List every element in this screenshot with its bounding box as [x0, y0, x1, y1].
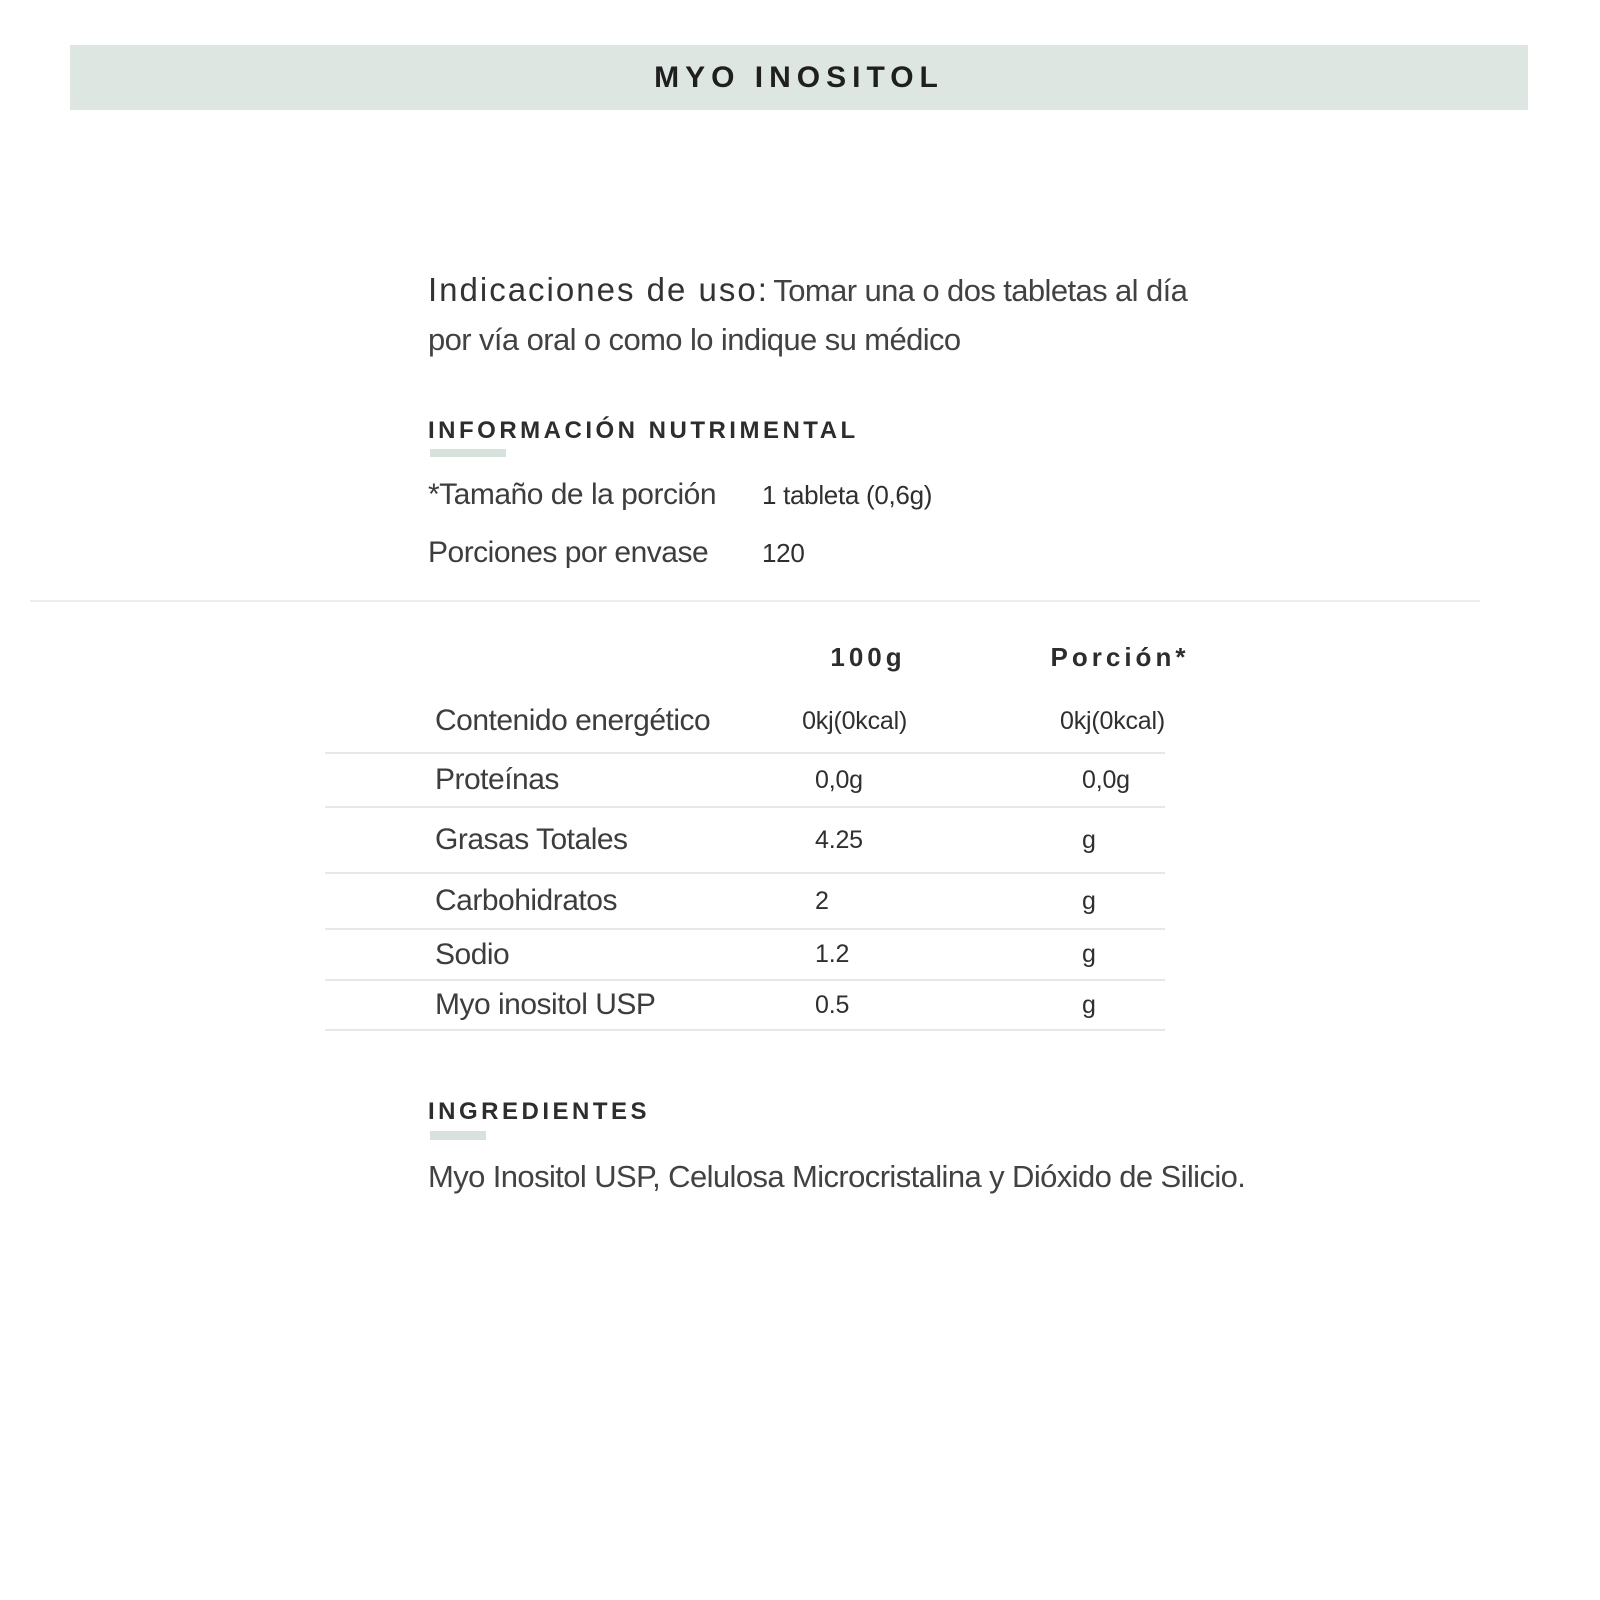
- row-label: Sodio: [435, 937, 510, 971]
- section-divider: [30, 600, 1480, 602]
- row-value-100g: 0,0g: [815, 765, 863, 794]
- servings-per-container-value: 120: [762, 538, 805, 568]
- row-value-100g: 2: [815, 886, 829, 915]
- nutrition-section-title: INFORMACIÓN NUTRIMENTAL: [428, 417, 859, 444]
- row-value-100g: 0.5: [815, 990, 850, 1019]
- row-label: Myo inositol USP: [435, 988, 656, 1021]
- table-row: [325, 981, 1165, 1031]
- table-row: [325, 874, 1165, 930]
- ingredients-section-title: INGREDIENTES: [428, 1098, 651, 1125]
- row-label: Carbohidratos: [435, 884, 617, 917]
- nutrition-table: [325, 690, 1165, 1031]
- table-row: [325, 808, 1165, 874]
- table-row: [325, 930, 1165, 981]
- nutrition-title-underline: [430, 449, 506, 457]
- table-row: [325, 690, 1165, 754]
- row-label: Grasas Totales: [435, 823, 628, 856]
- row-value-portion: 0kj(0kcal): [1060, 706, 1165, 735]
- product-title: MYO INOSITOL: [654, 60, 944, 94]
- row-value-portion: g: [1082, 825, 1096, 854]
- servings-per-container-row: [428, 536, 804, 570]
- ingredients-text: Myo Inositol USP, Celulosa Microcristalina y Dióxido de Silicio.: [428, 1159, 1246, 1194]
- ingredients-title-underline: [430, 1131, 486, 1140]
- product-title-banner: [70, 45, 1528, 110]
- row-value-portion: g: [1082, 886, 1096, 915]
- row-value-100g: 0kj(0kcal): [802, 706, 908, 735]
- row-label: Contenido energético: [435, 704, 711, 737]
- serving-size-row: [428, 478, 932, 512]
- serving-size-value: 1 tableta (0,6g): [762, 480, 933, 510]
- column-header-portion: Porción*: [1050, 642, 1190, 672]
- indications-text: Tomar una o dos tabletas al día por vía oral o como lo indique su médico: [428, 273, 1188, 357]
- column-header-100g: 100g: [830, 642, 906, 672]
- indications-label: Indicaciones de uso:: [428, 271, 769, 308]
- serving-size-label: *Tamaño de la porción: [428, 478, 717, 511]
- row-value-portion: g: [1082, 940, 1096, 968]
- row-label: Proteínas: [435, 763, 559, 796]
- indications-paragraph: [428, 268, 1218, 367]
- row-value-100g: 1.2: [815, 940, 850, 968]
- row-value-portion: g: [1082, 990, 1096, 1019]
- row-value-portion: 0,0g: [1082, 765, 1130, 794]
- row-value-100g: 4.25: [815, 825, 863, 854]
- table-row: [325, 754, 1165, 808]
- servings-per-container-label: Porciones por envase: [428, 536, 709, 569]
